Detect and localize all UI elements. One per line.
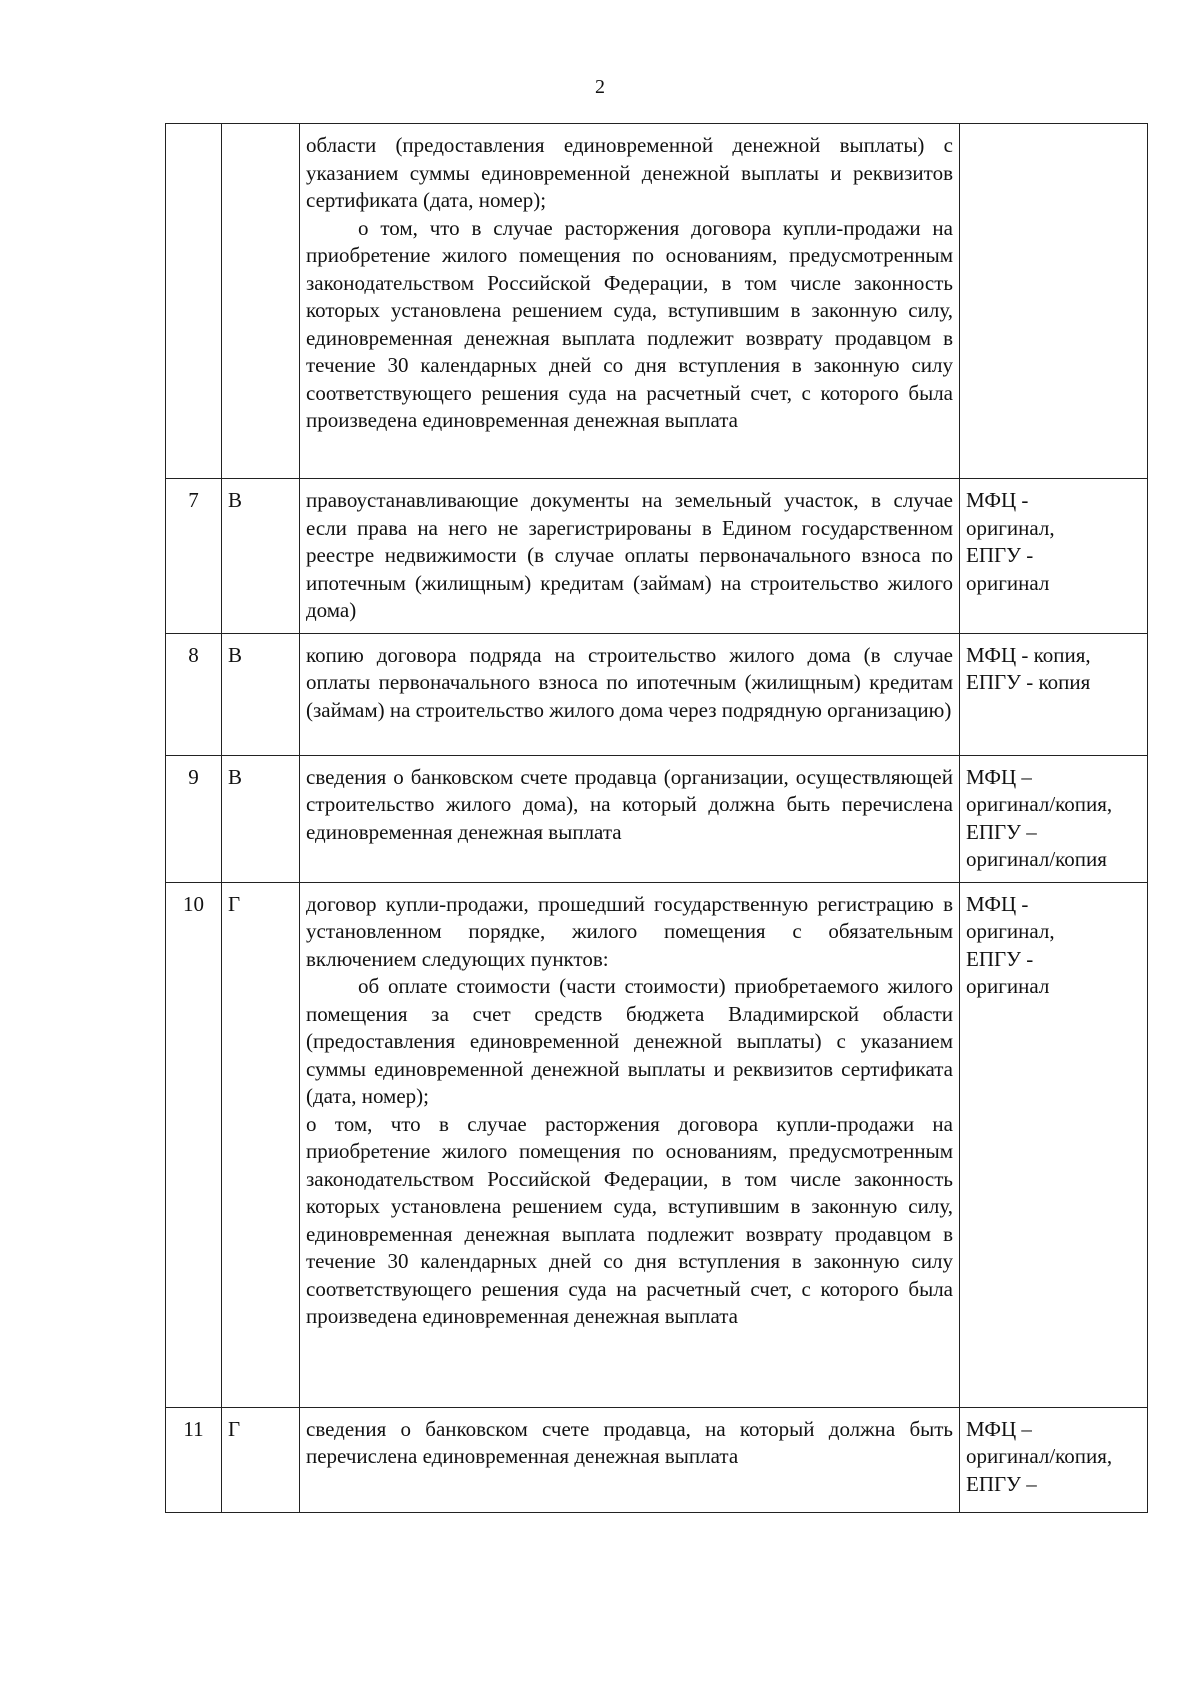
row-number: 10	[166, 882, 222, 1407]
document-description	[300, 633, 960, 755]
form-line: МФЦ -	[966, 488, 1029, 512]
row-group: В	[222, 633, 300, 755]
submission-form	[960, 882, 1148, 1407]
paragraph: о том, что в случае расторжения договора купли-продажи на приобретение жилого помещения по основаниям, предусмотренным законодательством Российской Федерации, в том числе законность которых установлена решением суда, вступившим в законную силу, единовременная денежная выплата подлежит возврату продавцом в течение 30 календарных дней со дня вступления в законную силу соответствующего решения суда на расчетный счет, с которого была произведена единовременная денежная выплата	[306, 1111, 953, 1328]
page-number: 2	[595, 76, 605, 98]
row-group: Г	[222, 882, 300, 1407]
document-description	[300, 1407, 960, 1512]
submission-form	[960, 633, 1148, 755]
paragraph: сведения о банковском счете продавца (организации, осуществляющей строительство жилого дома), на который должна быть перечислена единовременная денежная выплата	[306, 764, 953, 844]
form-line: оригинал	[966, 570, 1050, 595]
row-number: 7	[166, 479, 222, 634]
form-line: оригинал,	[966, 919, 1055, 943]
form-line: оригинал	[966, 974, 1050, 998]
form-line: ЕПГУ -	[966, 946, 1034, 971]
submission-form	[960, 124, 1148, 479]
row-group	[222, 124, 300, 479]
row-number: 9	[166, 755, 222, 882]
document-description	[300, 882, 960, 1407]
table-row	[166, 755, 1148, 882]
document-description	[300, 755, 960, 882]
form-line: оригинал/копия,	[966, 792, 1113, 816]
documents-table	[165, 123, 1148, 1513]
paragraph: области (предоставления единовременной денежной выплаты) с указанием суммы единовременной денежной выплаты и реквизитов сертификата (дата, номер);	[306, 133, 953, 212]
form-line: ЕПГУ -	[966, 543, 1034, 567]
form-line: оригинал/копия	[966, 847, 1107, 871]
row-number	[166, 124, 222, 479]
row-number: 11	[166, 1407, 222, 1512]
form-line: оригинал/копия,	[966, 1444, 1113, 1468]
form-line: ЕПГУ –	[966, 1471, 1037, 1496]
form-line: ЕПГУ –	[966, 819, 1037, 844]
row-number: 8	[166, 633, 222, 755]
paragraph: копию договора подряда на строительство жилого дома (в случае оплаты первоначального взноса по ипотечным (жилищным) кредитам (займам) на строительство жилого дома через подрядную организацию)	[306, 642, 953, 722]
paragraph: правоустанавливающие документы на земельный участок, в случае если права на него не зарегистрированы в Едином государственном реестре недвижимости (в случае оплаты первоначального взноса по ипотечным (жилищным) кредитам (займам) на строительство жилого дома)	[306, 488, 953, 622]
form-line: МФЦ -	[966, 891, 1029, 916]
form-line: МФЦ –	[966, 1416, 1032, 1441]
submission-form	[960, 755, 1148, 882]
document-description	[300, 124, 960, 479]
table-row	[166, 1407, 1148, 1512]
paragraph: договор купли-продажи, прошедший государственную регистрацию в установленном порядке, жилого помещения с обязательным включением следующих пунктов:	[306, 891, 953, 971]
form-line: МФЦ –	[966, 764, 1032, 789]
form-line: МФЦ - копия,	[966, 642, 1091, 667]
submission-form	[960, 479, 1148, 634]
table-row	[166, 124, 1148, 479]
document-description	[300, 479, 960, 634]
paragraph: о том, что в случае расторжения договора купли-продажи на приобретение жилого помещения по основаниям, предусмотренным законодательством Российской Федерации, в том числе законность которых установлена решением суда, вступившим в законную силу, единовременная денежная выплата подлежит возврату продавцом в течение 30 календарных дней со дня вступления в законную силу соответствующего решения суда на расчетный счет, с которого была произведена единовременная денежная выплата	[306, 215, 953, 432]
form-line: оригинал,	[966, 515, 1055, 540]
paragraph: сведения о банковском счете продавца, на который должна быть перечислена единовременная денежная выплата	[306, 1416, 953, 1468]
table-row	[166, 633, 1148, 755]
submission-form	[960, 1407, 1148, 1512]
paragraph: об оплате стоимости (части стоимости) приобретаемого жилого помещения за счет средств бюджета Владимирской области (предоставления единовременной денежной выплаты) с указанием суммы единовременной денежной выплаты и реквизитов сертификата (дата, номер);	[306, 974, 953, 1108]
row-group: В	[222, 755, 300, 882]
row-group: В	[222, 479, 300, 634]
row-group: Г	[222, 1407, 300, 1512]
table-row	[166, 479, 1148, 634]
form-line: ЕПГУ - копия	[966, 670, 1091, 694]
table-row	[166, 882, 1148, 1407]
